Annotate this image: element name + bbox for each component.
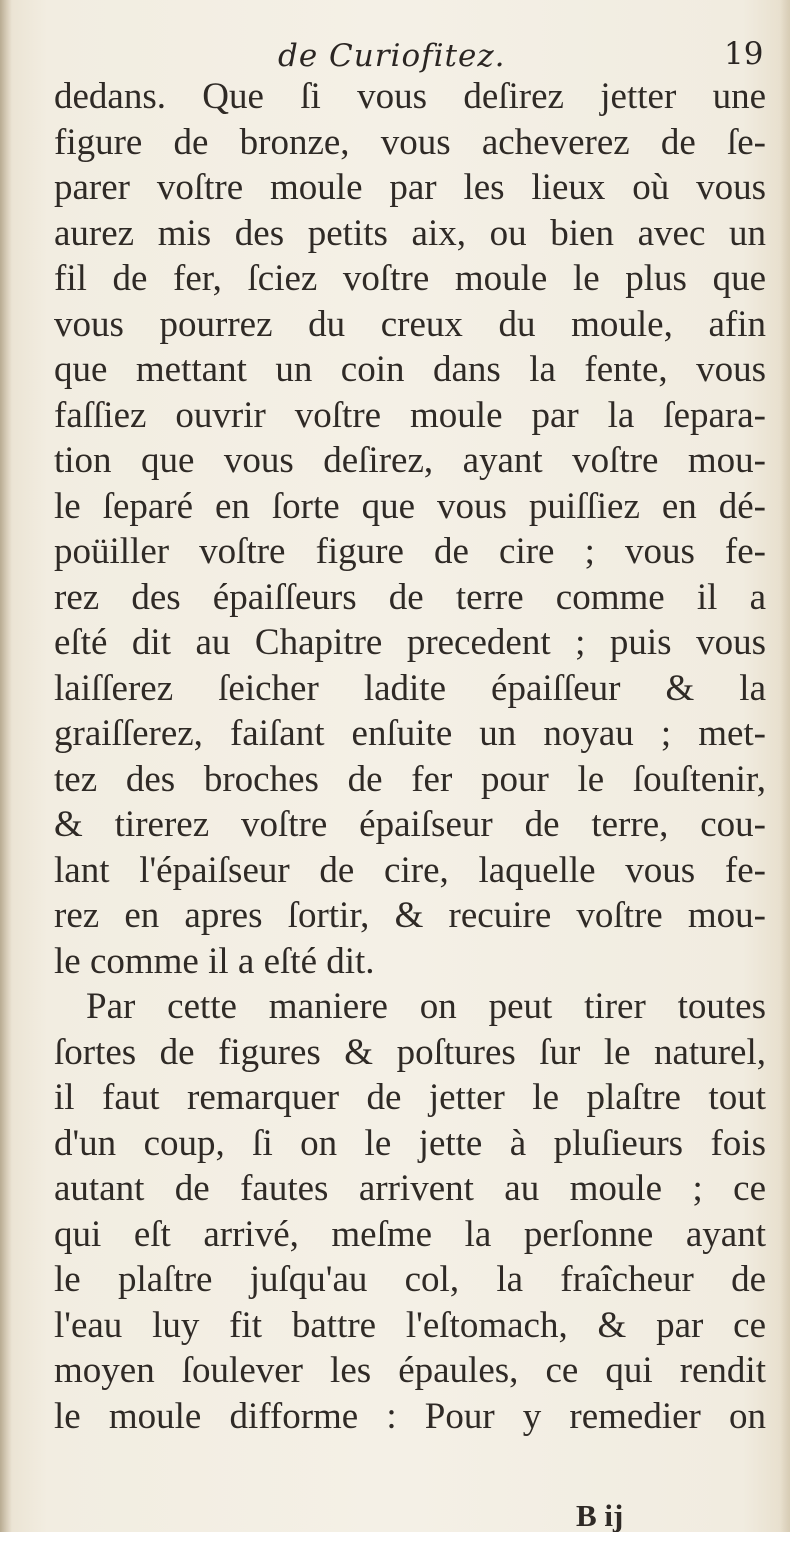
text-line: que mettant un coin dans la fente, vous [54, 349, 766, 390]
body-text [54, 74, 766, 1439]
text-line: faſſiez ouvrir voſtre moule par la ſepara- [54, 394, 766, 436]
text-line: graiſſerez, faiſant enſuite un noyau ; met- [54, 713, 766, 754]
signature-mark: B ij [576, 1498, 624, 1532]
text-line: laiſſerez ſeicher ladite épaiſſeur & la [54, 667, 766, 709]
text-line: il faut remarquer de jetter le plaſtre tout [54, 1077, 766, 1118]
page-number: 19 [724, 36, 764, 72]
text-line: le ſeparé en ſorte que vous puiſſiez en dé- [54, 485, 766, 527]
text-line: l'eau luy fit battre l'eſtomach, & par ce [54, 1304, 766, 1346]
text-line: le comme il a eſté dit. [54, 940, 375, 982]
text-line: le moule difforme : Pour y remedier on [54, 1395, 766, 1437]
text-line: lant l'épaiſseur de cire, laquelle vous fe- [54, 849, 766, 891]
text-line: & tirerez voſtre épaiſseur de terre, cou- [54, 804, 766, 845]
text-line: fil de fer, ſciez voſtre moule le plus que [54, 258, 766, 299]
text-line: aurez mis des petits aix, ou bien avec un [54, 212, 766, 254]
page-edge [780, 0, 790, 1532]
text-line: rez des épaiſſeurs de terre comme il a [54, 576, 766, 618]
text-line: tion que vous deſirez, ayant voſtre mou- [54, 440, 766, 481]
text-line: autant de fautes arrivent au moule ; ce [54, 1168, 766, 1209]
text-line: rez en apres ſortir, & recuire voſtre mou- [54, 895, 766, 936]
text-line: vous pourrez du creux du moule, afin [54, 303, 766, 345]
page-gutter [0, 0, 12, 1532]
text-line: qui eſt arrivé, meſme la perſonne ayant [54, 1213, 766, 1255]
text-line: ſortes de figures & poſtures ſur le naturel, [54, 1031, 766, 1073]
text-line: d'un coup, ſi on le jette à pluſieurs fois [54, 1122, 766, 1164]
text-line: tez des broches de fer pour le ſouſtenir, [54, 758, 766, 800]
text-line: poüiller voſtre figure de cire ; vous fe- [54, 531, 766, 572]
text-line: parer voſtre moule par les lieux où vous [54, 167, 766, 208]
running-title: de Curiofitez. [278, 38, 506, 74]
text-line: dedans. Que ſi vous deſirez jetter une [54, 76, 766, 117]
text-line: le plaſtre juſqu'au col, la fraîcheur de [54, 1259, 766, 1300]
text-line: eſté dit au Chapitre precedent ; puis vous [54, 622, 766, 663]
text-line: Par cette maniere on peut tirer toutes [86, 986, 766, 1027]
text-line: figure de bronze, vous acheverez de ſe- [54, 121, 766, 163]
text-line: moyen ſoulever les épaules, ce qui rendit [54, 1350, 766, 1391]
